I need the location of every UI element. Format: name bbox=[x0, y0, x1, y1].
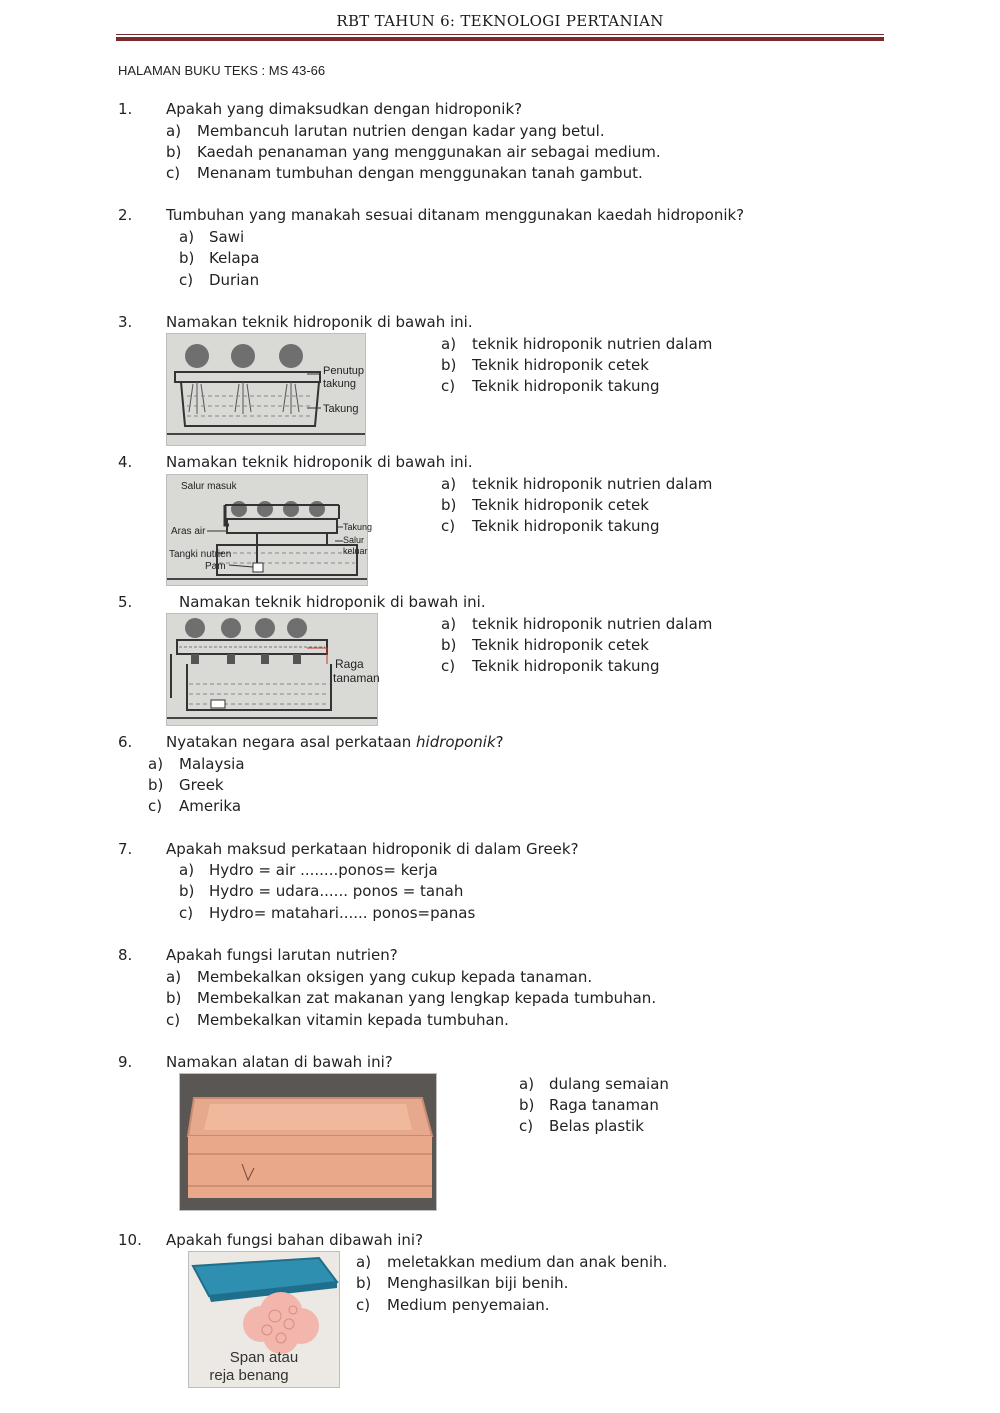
option-text[interactable]: Malaysia bbox=[179, 755, 245, 773]
image-caption: reja benang bbox=[209, 1367, 289, 1384]
option-letter: c) bbox=[441, 377, 456, 395]
option-letter: b) bbox=[441, 356, 457, 374]
question-number: 1. bbox=[118, 100, 133, 118]
question-number: 10. bbox=[118, 1231, 142, 1249]
option-letter: b) bbox=[148, 776, 164, 794]
option-letter: c) bbox=[179, 904, 194, 922]
option-text[interactable]: Hydro = air ........ponos= kerja bbox=[209, 861, 438, 879]
document-title: RBT TAHUN 6: TEKNOLOGI PERTANIAN bbox=[336, 12, 664, 30]
option-letter: a) bbox=[441, 615, 457, 633]
option-text[interactable]: Sawi bbox=[209, 228, 245, 246]
question-number: 4. bbox=[118, 453, 133, 471]
option-text[interactable]: Durian bbox=[209, 271, 260, 289]
option-letter: a) bbox=[166, 122, 182, 140]
option-text[interactable]: teknik hidroponik nutrien dalam bbox=[472, 335, 713, 353]
option-letter: a) bbox=[356, 1253, 372, 1271]
image-label: Raga bbox=[335, 657, 364, 671]
image-caption: Span atau bbox=[229, 1349, 299, 1366]
question-number: 3. bbox=[118, 313, 133, 331]
question-number: 6. bbox=[118, 733, 133, 751]
question-number: 2. bbox=[118, 206, 133, 224]
option-letter: c) bbox=[441, 657, 456, 675]
textbook-pages: HALAMAN BUKU TEKS : MS 43-66 bbox=[118, 63, 326, 78]
image-label: tanaman bbox=[333, 671, 380, 685]
question-text: Namakan teknik hidroponik di bawah ini. bbox=[166, 313, 473, 331]
option-letter: b) bbox=[179, 249, 195, 267]
image-label: Takung bbox=[323, 403, 359, 415]
question-text: Apakah maksud perkataan hidroponik di dalam Greek? bbox=[166, 840, 579, 858]
option-letter: a) bbox=[441, 475, 457, 493]
option-letter: b) bbox=[441, 636, 457, 654]
option-text[interactable]: Kelapa bbox=[209, 249, 260, 267]
option-letter: c) bbox=[356, 1296, 371, 1314]
option-letter: c) bbox=[441, 517, 456, 535]
option-letter: a) bbox=[179, 861, 195, 879]
seedling-tray-photo bbox=[179, 1073, 437, 1211]
option-letter: b) bbox=[166, 143, 182, 161]
question-number: 8. bbox=[118, 946, 133, 964]
option-text[interactable]: Teknik hidroponik takung bbox=[472, 377, 660, 395]
option-text[interactable]: Teknik hidroponik cetek bbox=[472, 356, 649, 374]
option-text[interactable]: Teknik hidroponik takung bbox=[472, 517, 660, 535]
question-number: 5. bbox=[118, 593, 133, 611]
option-letter: a) bbox=[166, 968, 182, 986]
image-label: Takung bbox=[343, 522, 373, 532]
option-text[interactable]: Hydro = udara...... ponos = tanah bbox=[209, 882, 464, 900]
option-text[interactable]: Membekalkan zat makanan yang lengkap kepada tumbuhan. bbox=[197, 989, 657, 1007]
option-letter: c) bbox=[148, 797, 163, 815]
question-text: Apakah yang dimaksudkan dengan hidroponik? bbox=[166, 100, 523, 118]
image-label: Pam bbox=[205, 561, 226, 572]
question-text: Tumbuhan yang manakah sesuai ditanam menggunakan kaedah hidroponik? bbox=[166, 206, 745, 224]
option-text[interactable]: Menghasilkan biji benih. bbox=[387, 1274, 569, 1292]
option-text[interactable]: Membekalkan oksigen yang cukup kepada tanaman. bbox=[197, 968, 593, 986]
image-label: takung bbox=[323, 378, 357, 390]
question-text: Nyatakan negara asal perkataan hidroponik? bbox=[166, 733, 504, 751]
option-text[interactable]: Kaedah penanaman yang menggunakan air sebagai medium. bbox=[197, 143, 661, 161]
option-text[interactable]: teknik hidroponik nutrien dalam bbox=[472, 615, 713, 633]
option-text[interactable]: Membancuh larutan nutrien dengan kadar yang betul. bbox=[197, 122, 605, 140]
option-letter: c) bbox=[179, 271, 194, 289]
image-label: keluar bbox=[343, 546, 368, 556]
option-letter: a) bbox=[148, 755, 164, 773]
option-letter: c) bbox=[166, 164, 181, 182]
nft-hydroponic-diagram bbox=[166, 613, 378, 726]
option-text[interactable]: Belas plastik bbox=[549, 1117, 644, 1135]
question-number: 7. bbox=[118, 840, 133, 858]
option-letter: b) bbox=[441, 496, 457, 514]
option-text[interactable]: Teknik hidroponik takung bbox=[472, 657, 660, 675]
sponge-thread-photo bbox=[188, 1251, 340, 1388]
option-letter: a) bbox=[179, 228, 195, 246]
option-letter: b) bbox=[519, 1096, 535, 1114]
image-label: Salur bbox=[343, 535, 365, 545]
option-text[interactable]: meletakkan medium dan anak benih. bbox=[387, 1253, 668, 1271]
question-number: 9. bbox=[118, 1053, 133, 1071]
question-text: Namakan teknik hidroponik di bawah ini. bbox=[179, 593, 486, 611]
option-text[interactable]: Greek bbox=[179, 776, 224, 794]
image-label: Penutup bbox=[323, 365, 364, 377]
question-text: Apakah fungsi larutan nutrien? bbox=[166, 946, 398, 964]
option-text[interactable]: Teknik hidroponik cetek bbox=[472, 496, 649, 514]
option-text[interactable]: Raga tanaman bbox=[549, 1096, 659, 1114]
option-letter: c) bbox=[166, 1011, 181, 1029]
image-label: Aras air bbox=[171, 526, 206, 537]
option-letter: c) bbox=[519, 1117, 534, 1135]
option-letter: a) bbox=[519, 1075, 535, 1093]
deep-water-hydroponic-diagram bbox=[166, 333, 366, 446]
option-letter: b) bbox=[179, 882, 195, 900]
image-label: Tangki nutrien bbox=[169, 549, 232, 560]
option-text[interactable]: Amerika bbox=[179, 797, 242, 815]
header-rule-thin bbox=[116, 34, 884, 35]
question-text: Namakan alatan di bawah ini? bbox=[166, 1053, 393, 1071]
header-rule-thick bbox=[116, 37, 884, 41]
option-text[interactable]: Teknik hidroponik cetek bbox=[472, 636, 649, 654]
option-text[interactable]: teknik hidroponik nutrien dalam bbox=[472, 475, 713, 493]
option-text[interactable]: Membekalkan vitamin kepada tumbuhan. bbox=[197, 1011, 509, 1029]
option-text[interactable]: Medium penyemaian. bbox=[387, 1296, 550, 1314]
option-letter: b) bbox=[166, 989, 182, 1007]
question-text: Namakan teknik hidroponik di bawah ini. bbox=[166, 453, 473, 471]
image-label: Salur masuk bbox=[181, 481, 237, 492]
option-letter: b) bbox=[356, 1274, 372, 1292]
option-text[interactable]: dulang semaian bbox=[549, 1075, 669, 1093]
shallow-hydroponic-diagram bbox=[166, 474, 373, 586]
question-text: Apakah fungsi bahan dibawah ini? bbox=[166, 1231, 424, 1249]
option-letter: a) bbox=[441, 335, 457, 353]
option-text[interactable]: Menanam tumbuhan dengan menggunakan tanah gambut. bbox=[197, 164, 643, 182]
option-text[interactable]: Hydro= matahari...... ponos=panas bbox=[209, 904, 476, 922]
